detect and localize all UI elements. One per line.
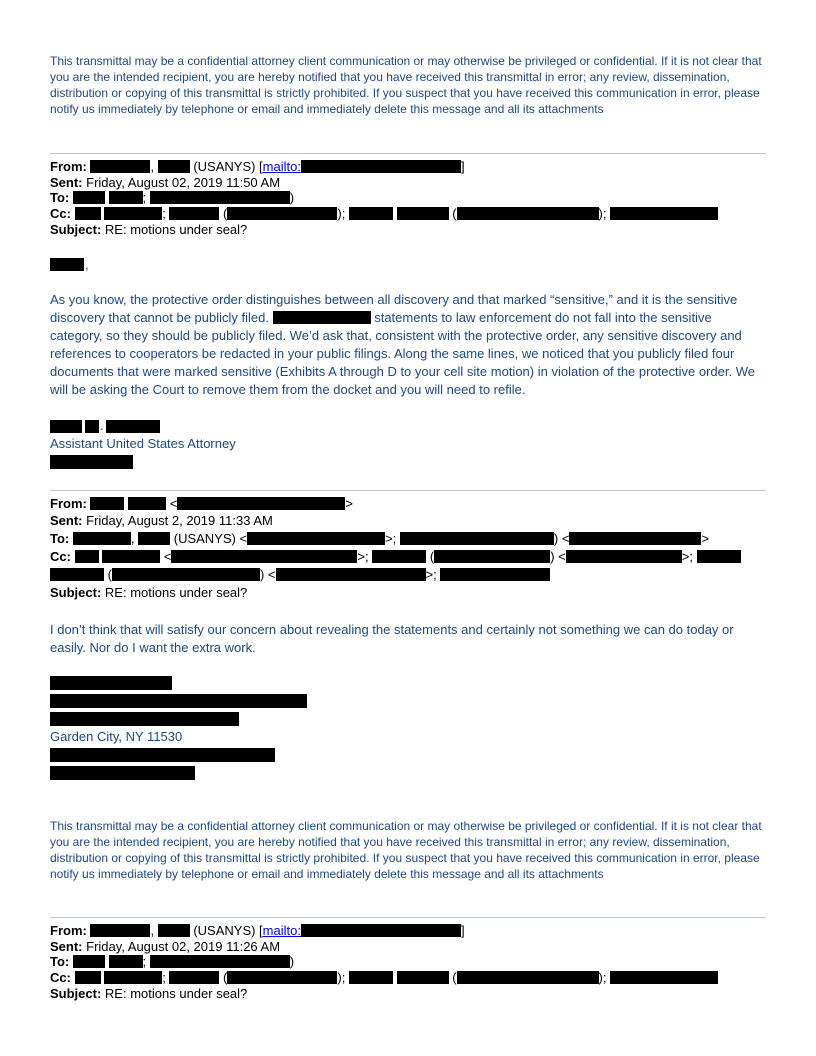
from-org: (USANYS) [ [193,159,263,174]
redaction [566,550,682,563]
redaction [90,497,124,510]
redaction [104,971,162,984]
email2-cc-line: Cc: < >; ( ) < >; [50,549,766,565]
sent-date: Friday, August 02, 2019 11:50 AM [86,175,281,190]
email2-sent-line [50,513,766,529]
disclaimer-text: This transmittal may be a confidential attorney client communication or may otherwise be privileged or confidential. If it is not clear that you are the intended recipient, you are hereby notified that you have received this transmittal in error; any review, dissemination, distribution or copying of this transmittal is strictly prohibited. If you suspect that you have received this communication in error, please notify us immediately by telephone or email and immediately delete this message and all its attachments [50,819,762,881]
email3-sent-line [50,939,766,955]
redaction [128,497,166,510]
subject-label: Subject: [50,222,102,237]
from-label: From: [50,496,87,511]
mailto-link[interactable]: mailto: [262,923,301,938]
redacted-address-line [50,712,239,726]
redaction [104,207,162,220]
email1-from-line: From: , (USANYS) [mailto: ] [50,159,465,174]
disclaimer-text: This transmittal may be a confidential attorney client communication or may otherwise be privileged or confidential. If it is not clear that you are the intended recipient, you are hereby notified that you have received this transmittal in error; any review, dissemination, distribution or copying of this transmittal is strictly prohibited. If you suspect that you have received this communication in error, please notify us immediately by telephone or email and immediately delete this message and all its attachments [50,54,762,116]
redacted-signature-surname [106,420,160,433]
to-label: To: [50,190,70,205]
subject-text: RE: motions under seal? [104,222,248,237]
email3-subject-line [50,986,766,1002]
redacted-address-line [50,676,172,690]
to-label: To: [50,531,70,546]
redaction [171,550,357,563]
redacted-signature-name [50,420,82,433]
redaction [138,532,170,545]
mailto-link[interactable]: mailto: [262,159,301,174]
subject-label: Subject: [50,986,102,1001]
email1-cc-line: Cc: ; ( ); ( ); [50,206,766,222]
redaction [349,971,393,984]
salutation-comma: , [85,257,89,272]
redaction [440,568,550,581]
redaction [109,955,143,968]
to-label: To: [50,954,70,969]
cc-label: Cc: [50,970,71,985]
signature-period: . [100,418,104,433]
redaction [112,568,260,581]
redacted-address-line [50,694,307,708]
redaction [247,532,385,545]
subject-text: RE: motions under seal? [104,986,248,1001]
redaction [109,191,143,204]
redaction [102,550,160,563]
from-org: (USANYS) [ [193,923,263,938]
sent-label: Sent: [50,175,83,190]
bracket: ] [460,159,465,174]
redaction [227,207,337,220]
email2-subject-line [50,585,766,601]
redaction [158,160,190,173]
email1-body [50,291,766,399]
email1-subject-line [50,222,766,238]
subject-label: Subject: [50,585,102,600]
divider [50,153,766,154]
redaction [349,207,393,220]
cc-label: Cc: [50,549,71,564]
email1-sent-line [50,175,766,191]
redaction [75,207,101,220]
to-org: (USANYS) < [173,531,248,546]
redaction [169,207,219,220]
redaction [73,532,131,545]
redaction [434,550,550,563]
subject-text: RE: motions under seal? [104,585,248,600]
redaction [169,971,219,984]
redaction [273,311,371,324]
redaction [227,971,337,984]
email1-to-line: To: ; ) [50,190,295,205]
redaction [397,971,449,984]
redaction [400,532,554,545]
redaction [610,207,718,220]
email3-to-line: To: ; ) [50,954,295,969]
redacted-signature-phone [50,455,133,469]
divider [50,490,766,491]
signature-title: Assistant United States Attorney [50,436,236,451]
redaction [177,497,345,510]
redaction [90,160,150,173]
redaction [301,160,461,173]
sent-date: Friday, August 02, 2019 11:26 AM [86,939,281,954]
address-city: Garden City, NY 11530 [50,729,183,744]
redacted-address-line [50,748,275,762]
sent-label: Sent: [50,513,83,528]
redaction [150,955,290,968]
body-text: As you know, the protective order distinguishes between all discovery and that marked “sensitive,” and it is the sensitive discovery that cannot be publicly filed. [50,292,738,325]
redaction [457,207,599,220]
redaction [50,568,104,581]
email3-cc-line: Cc: ; ( ); ( ); [50,970,766,986]
redaction [301,924,461,937]
email2-to-line: To: , (USANYS) < >; ) < > [50,531,710,546]
cc-label: Cc: [50,206,71,221]
sent-label: Sent: [50,939,83,954]
divider [50,917,766,918]
redaction [158,924,190,937]
redaction [276,568,426,581]
redaction [569,532,701,545]
redacted-signature-initial [85,420,99,433]
redaction [372,550,426,563]
redaction [75,550,99,563]
from-label: From: [50,159,87,174]
email2-from-line: From: < > [50,496,353,511]
email2-cc-line-cont: ( ) < >; [50,567,766,583]
email2-body: I don’t think that will satisfy our concern about revealing the statements and certainly not something we can do today or easily. Nor do I want the extra work. [50,622,734,655]
redaction [75,971,101,984]
redaction [73,191,105,204]
redaction [150,191,290,204]
redaction [610,971,718,984]
redaction [397,207,449,220]
redaction [73,955,105,968]
from-label: From: [50,923,87,938]
body-text: statements to law enforcement do not fall into the sensitive category, so they should be publicly filed. We’d ask that, consistent with the protective order, any sensitive discovery and references to cooperators be redacted in your public filings. Along the same lines, we noticed that you publicly filed four documents that were marked sensitive (Exhibits A through D to your cell site motion) in violation of the protective order. We will be asking the Court to remove them from the docket and you will need to refile. [50,310,755,397]
redacted-address-line [50,766,195,780]
sent-date: Friday, August 2, 2019 11:33 AM [86,513,273,528]
redaction [90,924,150,937]
bracket: ] [460,923,465,938]
redaction [457,971,599,984]
email3-from-line: From: , (USANYS) [mailto: ] [50,923,465,938]
redacted-salutation [50,258,84,271]
redaction [697,550,741,563]
